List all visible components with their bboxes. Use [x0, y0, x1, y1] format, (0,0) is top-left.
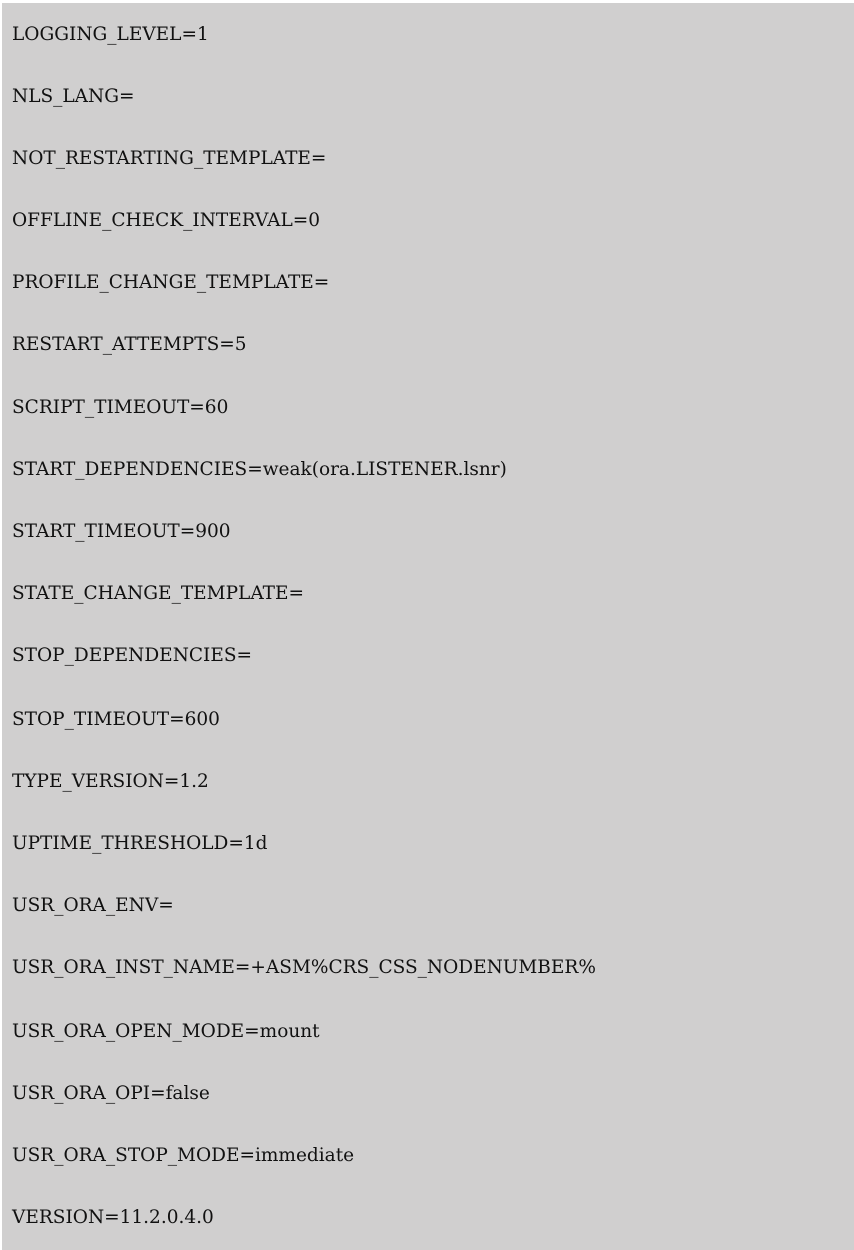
- config-line-version: VERSION=11.2.0.4.0: [12, 1207, 214, 1228]
- config-line-nls-lang: NLS_LANG=: [12, 86, 135, 107]
- config-line-profile-change-template: PROFILE_CHANGE_TEMPLATE=: [12, 272, 330, 293]
- config-line-stop-dependencies: STOP_DEPENDENCIES=: [12, 645, 253, 666]
- config-line-type-version: TYPE_VERSION=1.2: [12, 771, 209, 792]
- config-listing-panel: [2, 3, 854, 1250]
- config-line-state-change-template: STATE_CHANGE_TEMPLATE=: [12, 583, 305, 604]
- config-line-start-dependencies: START_DEPENDENCIES=weak(ora.LISTENER.lsnr): [12, 459, 507, 480]
- config-line-logging-level: LOGGING_LEVEL=1: [12, 24, 209, 45]
- config-line-not-restarting-template: NOT_RESTARTING_TEMPLATE=: [12, 148, 327, 169]
- config-line-restart-attempts: RESTART_ATTEMPTS=5: [12, 334, 247, 355]
- config-line-uptime-threshold: UPTIME_THRESHOLD=1d: [12, 833, 268, 854]
- config-line-usr-ora-open-mode: USR_ORA_OPEN_MODE=mount: [12, 1021, 320, 1042]
- config-line-usr-ora-inst-name: USR_ORA_INST_NAME=+ASM%CRS_CSS_NODENUMBER%: [12, 957, 596, 978]
- config-line-usr-ora-opi: USR_ORA_OPI=false: [12, 1083, 210, 1104]
- config-line-script-timeout: SCRIPT_TIMEOUT=60: [12, 397, 229, 418]
- config-line-start-timeout: START_TIMEOUT=900: [12, 521, 231, 542]
- config-line-usr-ora-env: USR_ORA_ENV=: [12, 895, 174, 916]
- config-line-offline-check-interval: OFFLINE_CHECK_INTERVAL=0: [12, 210, 321, 231]
- config-line-stop-timeout: STOP_TIMEOUT=600: [12, 709, 220, 730]
- config-line-usr-ora-stop-mode: USR_ORA_STOP_MODE=immediate: [12, 1145, 355, 1166]
